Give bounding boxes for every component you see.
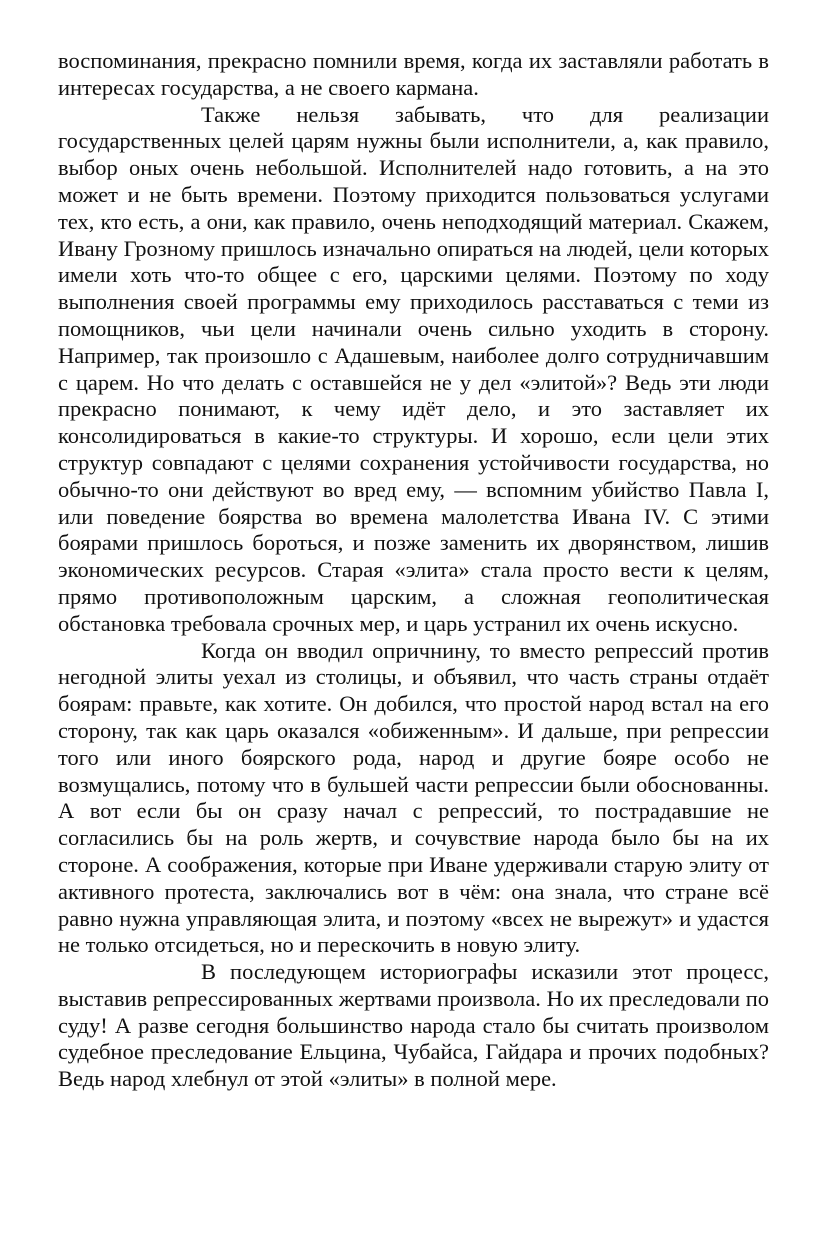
- paragraph-oprichnina: Когда он вводил опричнину, то вместо репрессий против негодной элиты уехал из столицы, и объявил, что часть страны отдаёт боярам: правьте, как хотите. Он добился, что простой народ встал на его сторону, так как царь оказался «обиженным». И дальше, при репрессии того или иного боярского рода, народ и другие бояре особо не возмущались, потому что в бульшей части репрессии были обоснованны. А вот если бы он сразу начал с репрессий, то пострадавшие не согласились бы на роль жертв, и сочувствие народа было бы на их стороне. А соображения, которые при Иване удерживали старую элиту от активного протеста, заключались вот в чём: она знала, что стране всё равно нужна управляющая элита, и поэтому «всех не вырежут» и удастся не только отсидеться, но и перескочить в новую элиту.: [58, 637, 769, 958]
- paragraph-continuation: воспоминания, прекрасно помнили время, когда их заставляли работать в интересах государства, а не своего кармана.: [58, 48, 769, 100]
- paragraph-historiographers: В последующем историографы исказили этот процесс, выставив репрессированных жертвами произвола. Но их преследовали по суду! А разве сегодня большинство народа стало бы считать произволом судебное преследование Ельцина, Чубайса, Гайдара и прочих подобных? Ведь народ хлебнул от этой «элиты» в полной мере.: [58, 959, 769, 1092]
- document-page: [58, 48, 769, 1093]
- paragraph-executors: Также нельзя забывать, что для реализации государственных целей царям нужны были исполнители, а, как правило, выбор оных очень небольшой. Исполнителей надо готовить, а на это может и не быть времени. Поэтому приходится пользоваться услугами тех, кто есть, а они, как правило, очень неподходящий материал. Скажем, Ивану Грозному пришлось изначально опираться на людей, цели которых имели хоть что-то общее с его, царскими целями. Поэтому по ходу выполнения своей программы ему приходилось расставаться с теми из помощников, чьи цели начинали очень сильно уходить в сторону. Например, так произошло с Адашевым, наиболее долго сотрудничавшим с царем. Но что делать с оставшейся не у дел «элитой»? Ведь эти люди прекрасно понимают, к чему идёт дело, и это заставляет их консолидироваться в какие-то структуры. И хорошо, если цели этих структур совпадают с целями сохранения устойчивости государства, но обычно-то они действуют во вред ему, — вспомним убийство Павла I, или поведение боярства во времена малолетства Ивана IV. С этими боярами пришлось бороться, и позже заменить их дворянством, лишив экономических ресурсов. Старая «элита» стала просто вести к целям, прямо противоположным царским, а сложная геополитическая обстановка требовала срочных мер, и царь устранил их очень искусно.: [58, 101, 769, 636]
